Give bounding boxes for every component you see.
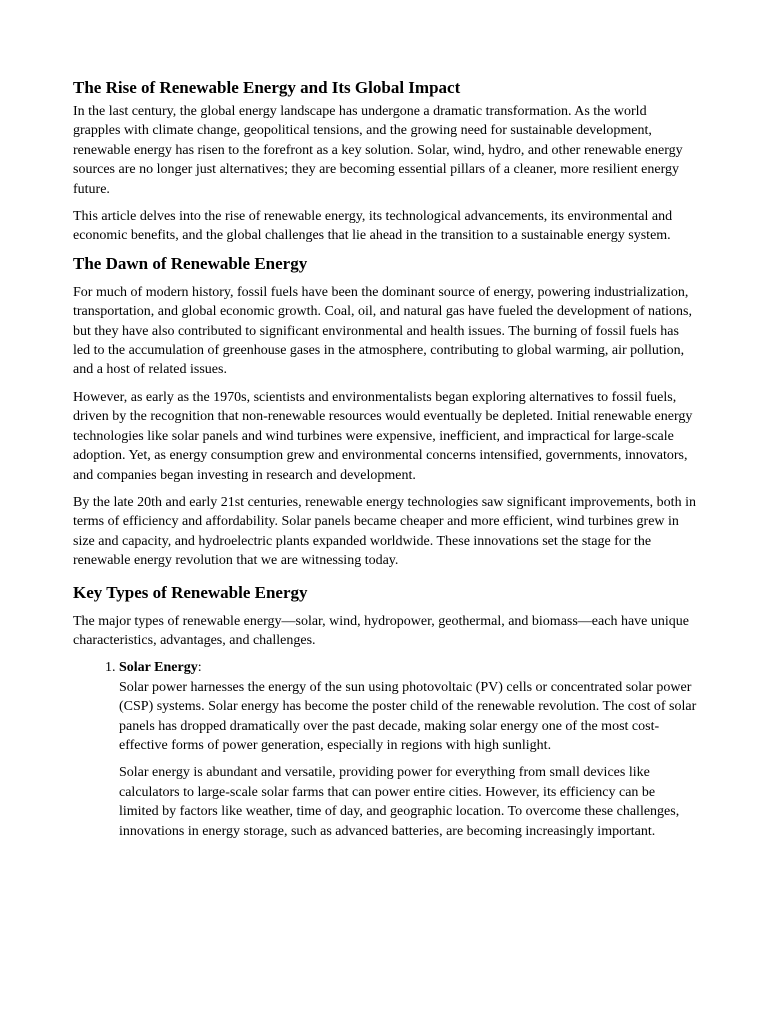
key-types-paragraph-1: The major types of renewable energy—solar, wind, hydropower, geothermal, and biomass—each have unique characteristics, advantages, and challenges.: [73, 613, 689, 648]
section-heading-key-types: Key Types of Renewable Energy: [73, 582, 308, 602]
article-title: The Rise of Renewable Energy and Its Global Impact: [73, 78, 461, 97]
solar-paragraph-2: Solar energy is abundant and versatile, providing power for everything from small devices like calculators to large-scale solar farms that can power entire cities. However, its efficiency can be limited by factors like weather, time of day, and geographic location. To overcome these challenges, innovations in energy storage, such as advanced batteries, are becoming increasingly important.: [119, 765, 680, 839]
dawn-paragraph-2: However, as early as the 1970s, scientists and environmentalists began exploring alternatives to fossil fuels, driven by the recognition that non-renewable resources would eventually be depleted. Initial renewable energy technologies like solar panels and wind turbines were expensive, inefficient, and impractical for large-scale adoption. Yet, as energy consumption grew and environmental concerns intensified, governments, innovators, and companies began investing in research and development.: [73, 389, 693, 483]
section-heading-dawn: The Dawn of Renewable Energy: [73, 253, 308, 273]
list-item-heading: [119, 658, 697, 677]
intro-paragraph-1: In the last century, the global energy landscape has undergone a dramatic transformation. As the world grapples with climate change, geopolitical tensions, and the growing need for sustainable development, renewable energy has risen to the forefront as a key solution. Solar, wind, hydro, and other renewable energy sources are no longer just alternatives; they are becoming essential pillars of a cleaner, more resilient energy future.: [73, 104, 683, 197]
solar-paragraph-1: Solar power harnesses the energy of the sun using photovoltaic (PV) cells or concentrated solar power (CSP) systems. Solar energy has become the poster child of the renewable revolution. The cost of solar panels has dropped dramatically over the past decade, making solar energy one of the most cost-effective forms of power generation, especially in regions with high sunlight.: [119, 679, 697, 753]
energy-types-list: [73, 658, 697, 841]
dawn-paragraph-1: For much of modern history, fossil fuels have been the dominant source of energy, powering industrialization, transportation, and global economic growth. Coal, oil, and natural gas have fueled the development of nations, but they have also contributed to significant environmental and health issues. The burning of fossil fuels has led to the accumulation of greenhouse gases in the atmosphere, contributing to global warming, air pollution, and a host of related issues.: [73, 284, 692, 378]
list-item-solar: [119, 658, 697, 841]
intro-paragraph-2: This article delves into the rise of renewable energy, its technological advancements, its environmental and economic benefits, and the global challenges that lie ahead in the transition to a sustainable energy system.: [73, 209, 673, 244]
list-item-term: Solar Energy: [119, 660, 198, 676]
list-item-colon: :: [197, 660, 202, 676]
document-page: [73, 78, 697, 849]
dawn-paragraph-3: By the late 20th and early 21st centuries, renewable energy technologies saw significant improvements, both in terms of efficiency and affordability. Solar panels became cheaper and more efficient, wind turbines grew in size and capacity, and hydroelectric plants expanded worldwide. These innovations set the stage for the renewable energy revolution that we are witnessing today.: [73, 494, 696, 569]
